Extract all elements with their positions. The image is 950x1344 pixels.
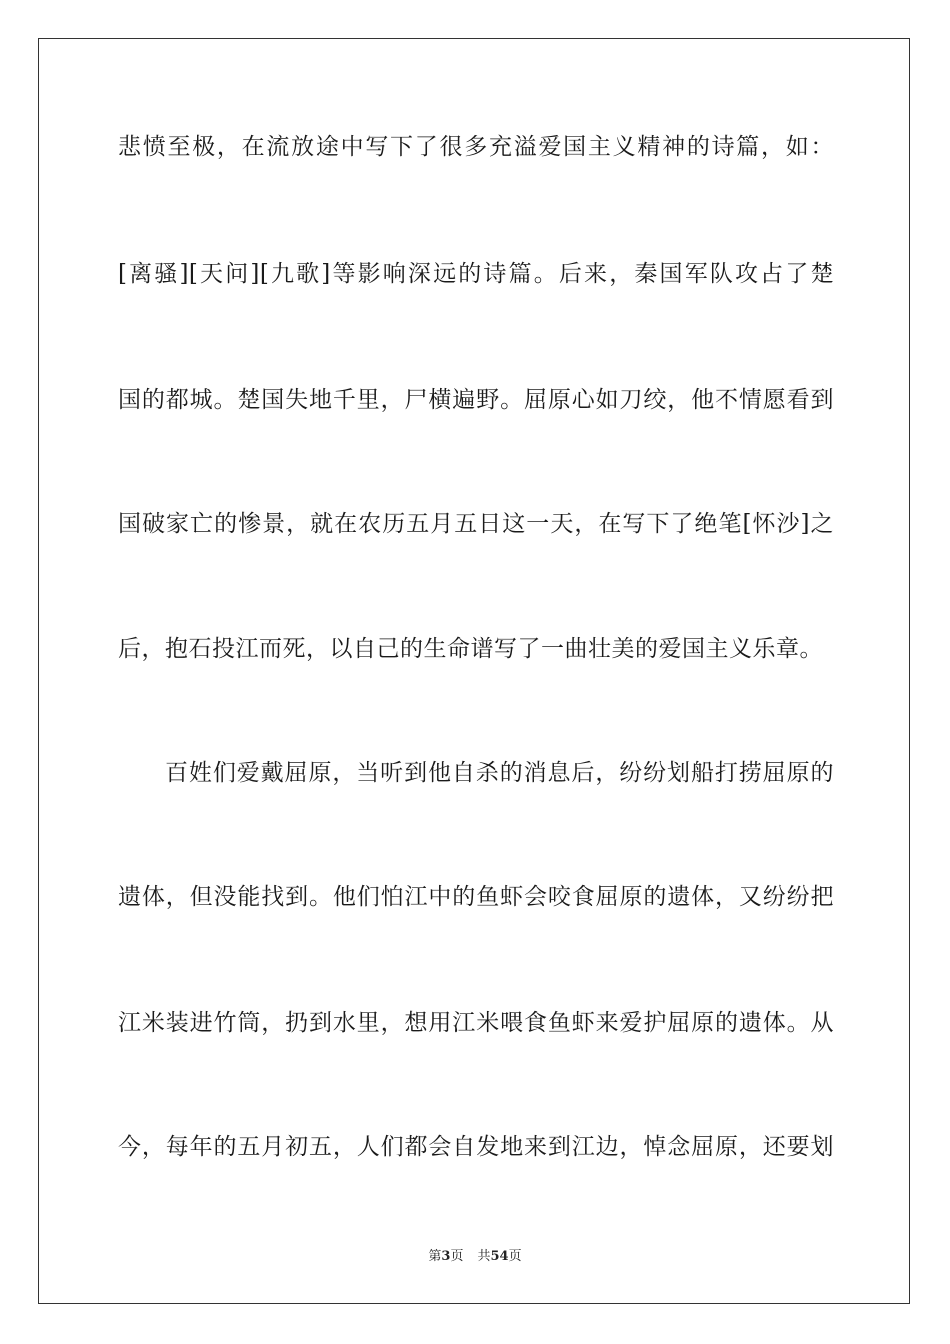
total-pages: 54 — [490, 1249, 509, 1264]
text-line: 后，抱石投江而死，以自己的生命谱写了一曲壮美的爱国主义乐章。 — [118, 636, 823, 662]
text-line: 今，每年的五月初五，人们都会自发地来到江边，悼念屈原，还要划 — [118, 1134, 834, 1160]
text-line: [离骚][天问][九歌]等影响深远的诗篇。后来，秦国军队攻占了楚 — [118, 261, 834, 287]
page-footer — [0, 1245, 950, 1264]
page-border — [38, 38, 910, 1304]
text-line: 国破家亡的惨景，就在农历五月五日这一天，在写下了绝笔[怀沙]之 — [118, 511, 834, 537]
text-line: 悲愤至极，在流放途中写下了很多充溢爱国主义精神的诗篇，如： — [118, 134, 834, 160]
total-pages-label: 共54页 — [477, 1249, 522, 1264]
page-number-label: 第3页 — [428, 1249, 464, 1264]
text-line: 遗体，但没能找到。他们怕江中的鱼虾会咬食屈原的遗体，又纷纷把 — [118, 884, 834, 910]
page-number: 3 — [441, 1249, 451, 1264]
text-line: 江米装进竹筒，扔到水里，想用江米喂食鱼虾来爱护屈原的遗体。从 — [118, 1010, 834, 1036]
text-line: 国的都城。楚国失地千里，尸横遍野。屈原心如刀绞，他不情愿看到 — [118, 387, 834, 413]
paragraph-first-line: 百姓们爱戴屈原，当听到他自杀的消息后，纷纷划船打捞屈原的 — [165, 760, 834, 786]
